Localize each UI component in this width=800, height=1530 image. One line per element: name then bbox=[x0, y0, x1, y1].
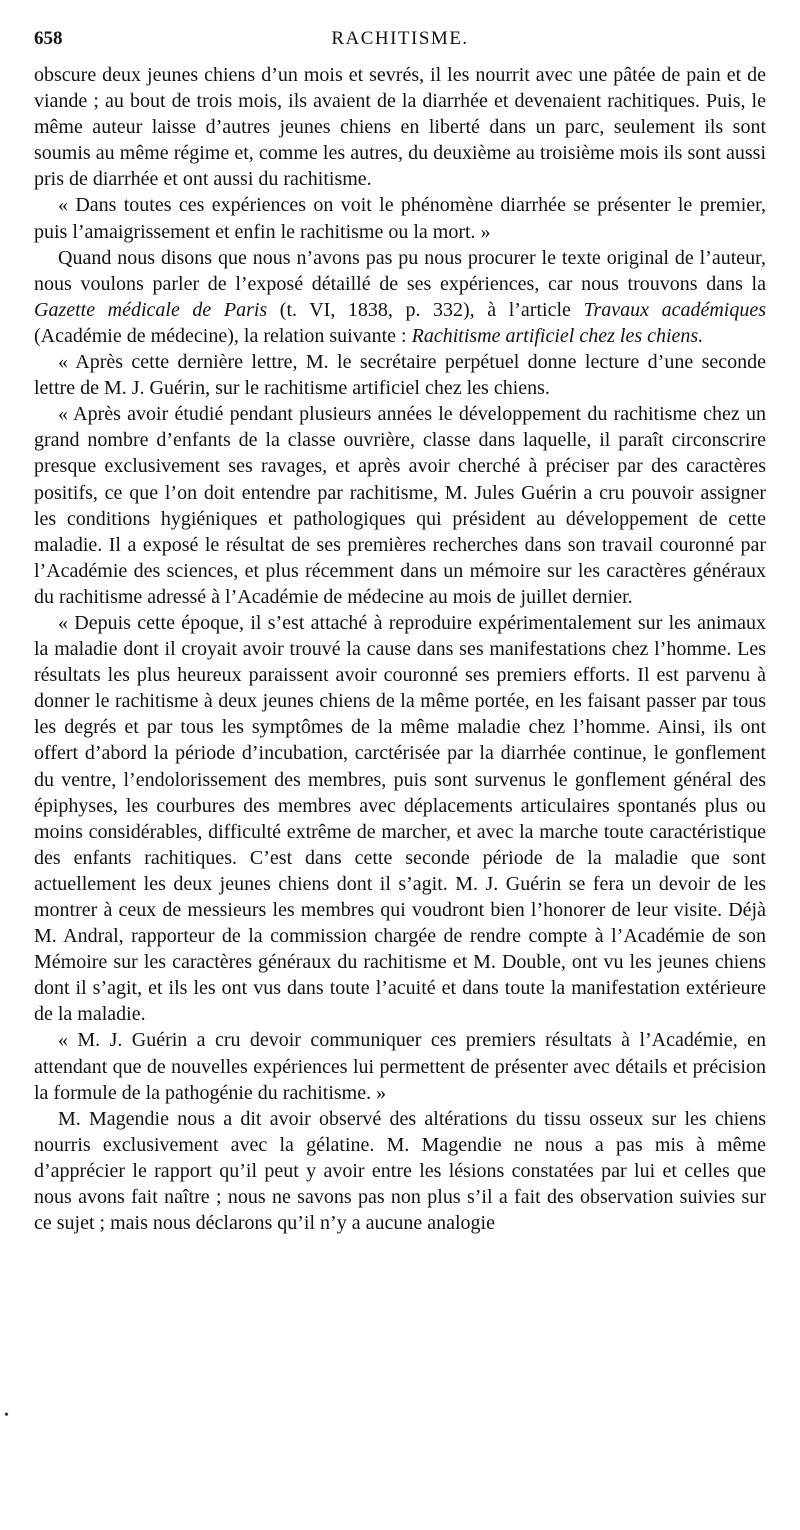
paragraph-3-text-c: (Académie de médecine), la relation suivante : bbox=[34, 324, 412, 347]
page-number: 658 bbox=[34, 28, 63, 49]
journal-title: Gazette médicale de Paris bbox=[34, 298, 268, 321]
body-text bbox=[34, 62, 766, 1236]
section-title: Travaux académiques bbox=[583, 298, 766, 321]
paragraph-3-text-a: Quand nous disons que nous n’avons pas pu nous procurer le texte original de l’auteur, nous voulons parler de l’exposé détaillé de ses expériences, car nous trouvons dans la bbox=[34, 246, 766, 295]
paragraph-4: « Après cette dernière lettre, M. le secrétaire perpétuel donne lecture d’une seconde lettre de M. J. Guérin, sur le rachitisme artificiel chez les chiens. bbox=[34, 351, 766, 400]
scan-speck: • bbox=[4, 1408, 9, 1423]
paragraph-3-text-b: (t. VI, 1838, p. 332), à l’article bbox=[267, 298, 584, 321]
running-title: RACHITISME. bbox=[331, 28, 469, 49]
article-heading: Rachitisme artificiel chez les chiens. bbox=[411, 324, 704, 347]
paragraph-3 bbox=[34, 245, 766, 349]
page-header bbox=[34, 26, 766, 56]
paragraph-5: « Après avoir étudié pendant plusieurs années le développement du rachitisme chez un grand nombre d’enfants de la classe ouvrière, classe dans laquelle, il paraît circonscrire presque exclusivement ses ravages, et après avoir cherché à préciser par des caractères positifs, ce que l’on doit entendre par rachitisme, M. Jules Guérin a cru pouvoir assigner les conditions hygiéniques et pathologiques qui président au développement de cette maladie. Il a exposé le résultat de ses premières recherches dans son travail couronné par l’Académie des sciences, et plus récemment dans un mémoire sur les caractères généraux du rachitisme adressé à l’Académie de médecine au mois de juillet dernier. bbox=[34, 403, 766, 608]
paragraph-1: obscure deux jeunes chiens d’un mois et sevrés, il les nourrit avec une pâtée de pain et de viande ; au bout de trois mois, ils avaient de la diarrhée et devenaient rachitiques. Puis, le même auteur laisse d’autres jeunes chiens en liberté dans un parc, seulement ils sont soumis au même régime et, comme les autres, du deuxième au troisième mois ils sont aussi pris de diarrhée et ont aussi du rachitisme. bbox=[34, 64, 766, 191]
paragraph-7: « M. J. Guérin a cru devoir communiquer ces premiers résultats à l’Académie, en attendant que de nouvelles expériences lui permettent de présenter avec détails et précision la formule de la pathogénie du rachitisme. » bbox=[34, 1029, 766, 1104]
paragraph-6: « Depuis cette époque, il s’est attaché à reproduire expérimentalement sur les animaux la maladie dont il croyait avoir trouvé la cause dans ses manifestations chez l’homme. Les résultats les plus heureux paraissent avoir couronné ses premiers efforts. Il est parvenu à donner le rachitisme à deux jeunes chiens de la même portée, en les faisant passer par tous les degrés et par tous les symptômes de la même maladie chez l’homme. Ainsi, ils ont offert d’abord la période d’incubation, carctérisée par la diarrhée continue, le gonflement du ventre, l’endolorissement des membres, puis sont survenus le gonflement général des épiphyses, les courbures des membres avec déplacements articulaires spontanés plus ou moins considérables, difficulté extrême de marcher, et avec la marche toute caractéristique des enfants rachitiques. C’est dans cette seconde période de la maladie que sont actuellement les deux jeunes chiens dont il s’agit. M. J. Guérin se fera un devoir de les montrer à ceux de messieurs les membres qui voudront bien l’honorer de leur visite. Déjà M. Andral, rapporteur de la commission chargée de rendre compte à l’Académie de son Mémoire sur les caractères généraux du rachitisme et M. Double, ont vu les jeunes chiens dont il s’agit, et ils les ont vus dans toute l’acuité et dans toute la manifestation extérieure de la maladie. bbox=[34, 611, 766, 1026]
paragraph-8: M. Magendie nous a dit avoir observé des altérations du tissu osseux sur les chiens nourris exclusivement avec la gélatine. M. Magendie ne nous a pas mis à même d’apprécier le rapport qu’il peut y avoir entre les lésions constatées par lui et celles que nous avons fait naître ; nous ne savons pas non plus s’il a fait des observation suivies sur ce sujet ; mais nous déclarons qu’il n’y a aucune analogie bbox=[34, 1107, 766, 1235]
paragraph-2: « Dans toutes ces expériences on voit le phénomène diarrhée se présenter le premier, puis l’amaigrissement et enfin le rachitisme ou la mort. » bbox=[34, 194, 766, 243]
